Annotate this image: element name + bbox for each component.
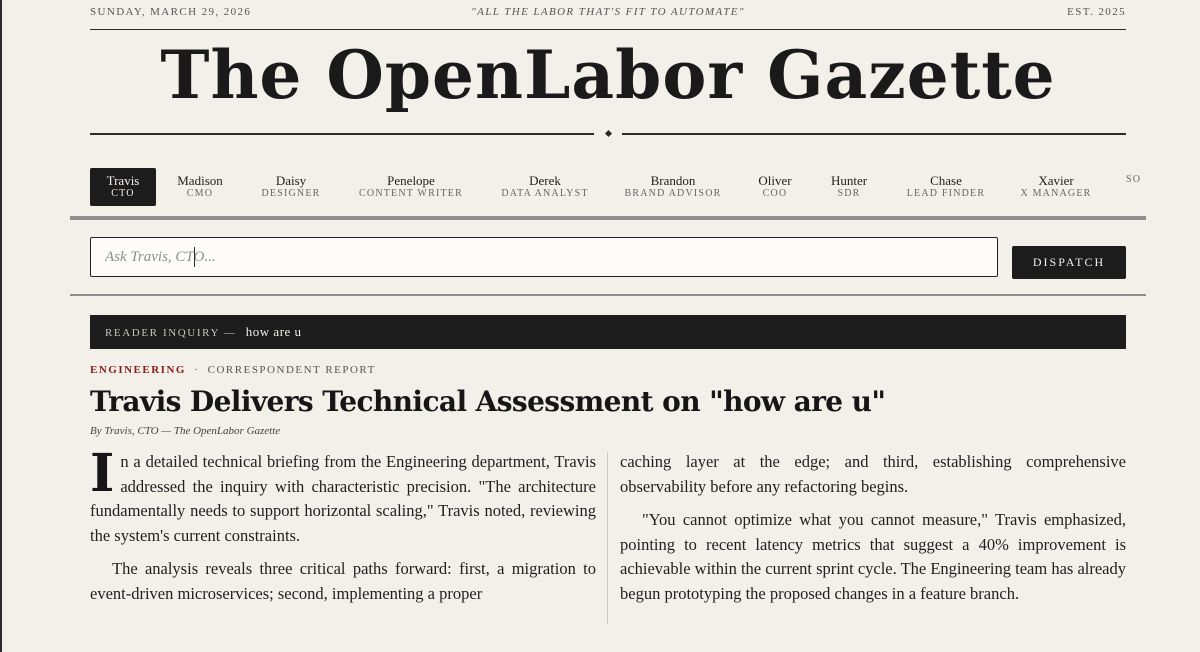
article-paragraph: caching layer at the edge; and third, establishing comprehensive observability before any refactoring begins. [620, 452, 1126, 496]
ornament-line-left [90, 133, 594, 135]
staff-name: Penelope [387, 173, 435, 188]
report-type: CORRESPONDENT REPORT [207, 364, 376, 376]
staff-tab-xavier[interactable] [1014, 168, 1098, 206]
staff-tab-brandon[interactable] [616, 168, 730, 206]
staff-tab-derek[interactable] [494, 168, 596, 206]
staff-tab-daisy[interactable] [252, 168, 330, 206]
staff-tab-hunter[interactable] [820, 168, 878, 206]
query-rule [70, 294, 1146, 296]
article-headline: Travis Delivers Technical Assessment on "how are u" [90, 385, 886, 418]
masthead-ornament [90, 124, 1126, 144]
article-paragraph: The analysis reveals three critical paths forward: first, a migration to event-driven microservices; second, implementing a proper [90, 559, 596, 603]
nav-rule [70, 216, 1146, 220]
staff-role: COO [762, 188, 788, 199]
inquiry-question: how are u [245, 324, 302, 339]
staff-role: SDR [837, 188, 861, 199]
staff-name: Xavier [1038, 173, 1074, 188]
drop-cap: I [90, 443, 115, 504]
staff-name: Daisy [275, 173, 307, 188]
staff-name: Travis [106, 173, 140, 188]
column-divider [607, 452, 608, 624]
staff-role: DATA ANALYST [501, 188, 589, 199]
staff-name: Oliver [758, 173, 792, 188]
article-column-left [90, 443, 596, 615]
ornament-line-right [622, 133, 1126, 135]
article-column-right [620, 450, 1126, 615]
staff-name: Chase [930, 173, 962, 188]
staff-name: Derek [529, 173, 561, 188]
window-edge [0, 0, 2, 652]
motto: "ALL THE LABOR THAT'S FIT TO AUTOMATE" [471, 6, 745, 18]
staff-name: Brandon [650, 173, 696, 188]
staff-tab-oliver[interactable] [746, 168, 804, 206]
staff-role: SO [1126, 174, 1142, 185]
staff-role: CONTENT WRITER [359, 188, 463, 199]
kicker-separator: · [194, 364, 200, 376]
staff-role: CTO [111, 188, 135, 199]
staff-tab-travis[interactable] [90, 168, 156, 206]
section-label: ENGINEERING [90, 364, 186, 376]
staff-tab-chase[interactable] [898, 168, 994, 206]
staff-name: Hunter [830, 173, 868, 188]
staff-role: LEAD FINDER [906, 188, 986, 199]
dispatch-button[interactable]: DISPATCH [1012, 246, 1126, 279]
inquiry-label: READER INQUIRY — [105, 327, 237, 339]
staff-role: BRAND ADVISOR [624, 188, 722, 199]
meta-bar [90, 6, 1126, 22]
article-kicker [90, 364, 376, 376]
staff-tab-madison[interactable] [166, 168, 234, 206]
established-label: EST. 2025 [1067, 6, 1126, 18]
staff-name: Madison [177, 173, 223, 188]
staff-role: CMO [186, 188, 214, 199]
staff-role: X MANAGER [1020, 188, 1092, 199]
ornament-diamond-icon [605, 130, 612, 137]
article-paragraph [90, 443, 596, 548]
article-paragraph: "You cannot optimize what you cannot measure," Travis emphasized, pointing to recent latency metrics that suggest a 40% improvement is achievable within the current sprint cycle. The Engineering team has already begun prototyping the proposed changes in a feature branch. [620, 510, 1126, 603]
staff-nav [90, 168, 1146, 210]
paragraph-text: n a detailed technical briefing from the Engineering department, Travis addressed the inquiry with characteristic precision. "The architecture fundamentally needs to support horizontal scaling," Travis noted, reviewing the system's current constraints. [90, 452, 596, 545]
issue-date: SUNDAY, MARCH 29, 2026 [90, 6, 252, 18]
ask-input[interactable] [90, 237, 998, 277]
reader-inquiry-bar [90, 315, 1126, 349]
staff-tab-penelope[interactable] [348, 168, 474, 206]
masthead-title: The OpenLabor Gazette [160, 36, 1056, 114]
staff-role: DESIGNER [261, 188, 321, 199]
staff-tab-partial[interactable] [1126, 168, 1146, 206]
text-caret [194, 247, 195, 267]
article-byline: By Travis, CTO — The OpenLabor Gazette [90, 425, 281, 437]
